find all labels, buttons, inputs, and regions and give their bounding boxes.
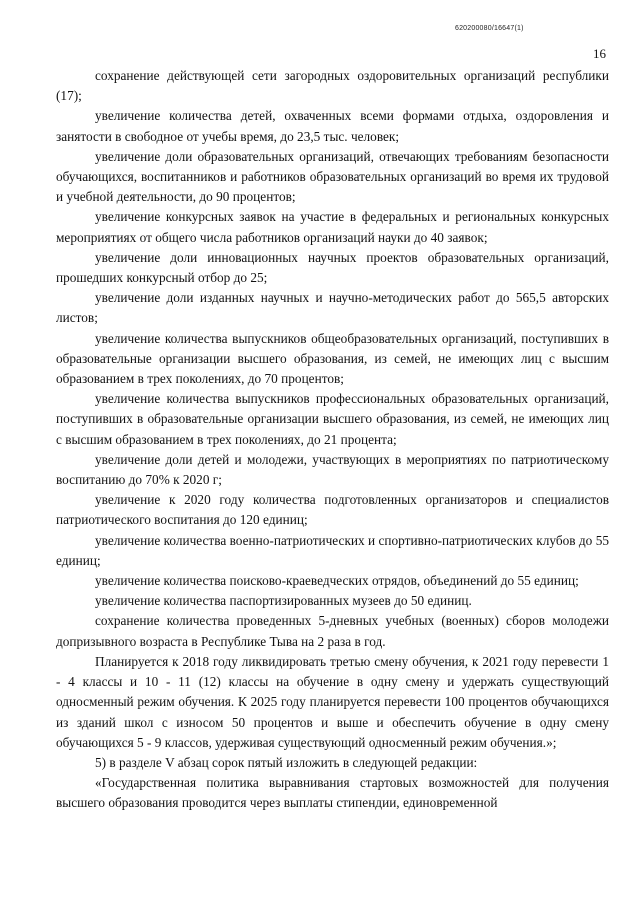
paragraph: «Государственная политика выравнивания стартовых возможностей для получения высшего образования проводится через выплаты стипендии, единовременной xyxy=(56,775,609,811)
paragraph: увеличение доли изданных научных и научно-методических работ до 565,5 авторских листов; xyxy=(56,290,609,326)
paragraph: сохранение количества проведенных 5-дневных учебных (военных) сборов молодежи допризывного возраста в Республике Тыва на 2 раза в год. xyxy=(56,613,609,649)
paragraph: увеличение конкурсных заявок на участие в федеральных и региональных конкурсных мероприятиях от общего числа работников организаций науки до 40 заявок; xyxy=(56,209,609,245)
document-body xyxy=(56,66,609,896)
page-number: 16 xyxy=(593,46,606,61)
paragraph: увеличение количества выпускников общеобразовательных организаций, поступивших в образовательные организации высшего образования, из семей, не имеющих лиц с высшим образованием в трех поколениях, до 70 процентов; xyxy=(56,330,609,387)
paragraph: увеличение доли инновационных научных проектов образовательных организаций, прошедших конкурсный отбор до 25; xyxy=(56,249,609,286)
paragraph: увеличение количества детей, охваченных всеми формами отдыха, оздоровления и занятости в свободное от учебы время, до 23,5 тыс. человек; xyxy=(56,108,609,144)
paragraph: сохранение действующей сети загородных оздоровительных организаций республики (17); xyxy=(56,68,609,104)
paragraph: увеличение доли детей и молодежи, участвующих в мероприятиях по патриотическому воспитанию до 70% к 2020 г; xyxy=(56,451,609,488)
paragraph: увеличение к 2020 году количества подготовленных организаторов и специалистов патриотического воспитания до 120 единиц; xyxy=(56,492,609,528)
paragraph: увеличение доли образовательных организаций, отвечающих требованиям безопасности обучающихся, воспитанников и работников образовательных организаций во время их трудовой и учебной деятельности, до 90 процентов; xyxy=(56,148,609,205)
paragraph: 5) в разделе V абзац сорок пятый изложить в следующей редакции: xyxy=(95,754,478,770)
paragraph: Планируется к 2018 году ликвидировать третью смену обучения, к 2021 году перевести 1 - 4 классы и 10 - 11 (12) классы на обучение в одну смену и удержать существующий односменный режим обучения. К 2025 году планируется перевести 100 процентов обучающихся из зданий школ с износом 50 процентов и выше и обеспечить обучение в одну смену обучающихся 5 - 9 классов, удерживая существующий односменный режим обучения.»; xyxy=(56,653,609,750)
paragraph: увеличение количества выпускников профессиональных образовательных организаций, поступивших в образовательные организации высшего образования, из семей, не имеющих лиц с высшим образованием в трех поколениях, до 21 процента; xyxy=(56,391,609,447)
document-id: 620200080/16647(1) xyxy=(455,25,524,32)
paragraph: увеличение количества военно-патриотических и спортивно-патриотических клубов до 55 единиц; xyxy=(56,532,609,568)
paragraph: увеличение количества паспортизированных музеев до 50 единиц. xyxy=(95,593,472,609)
paragraph: увеличение количества поисково-краеведческих отрядов, объединений до 55 единиц; xyxy=(95,573,579,589)
